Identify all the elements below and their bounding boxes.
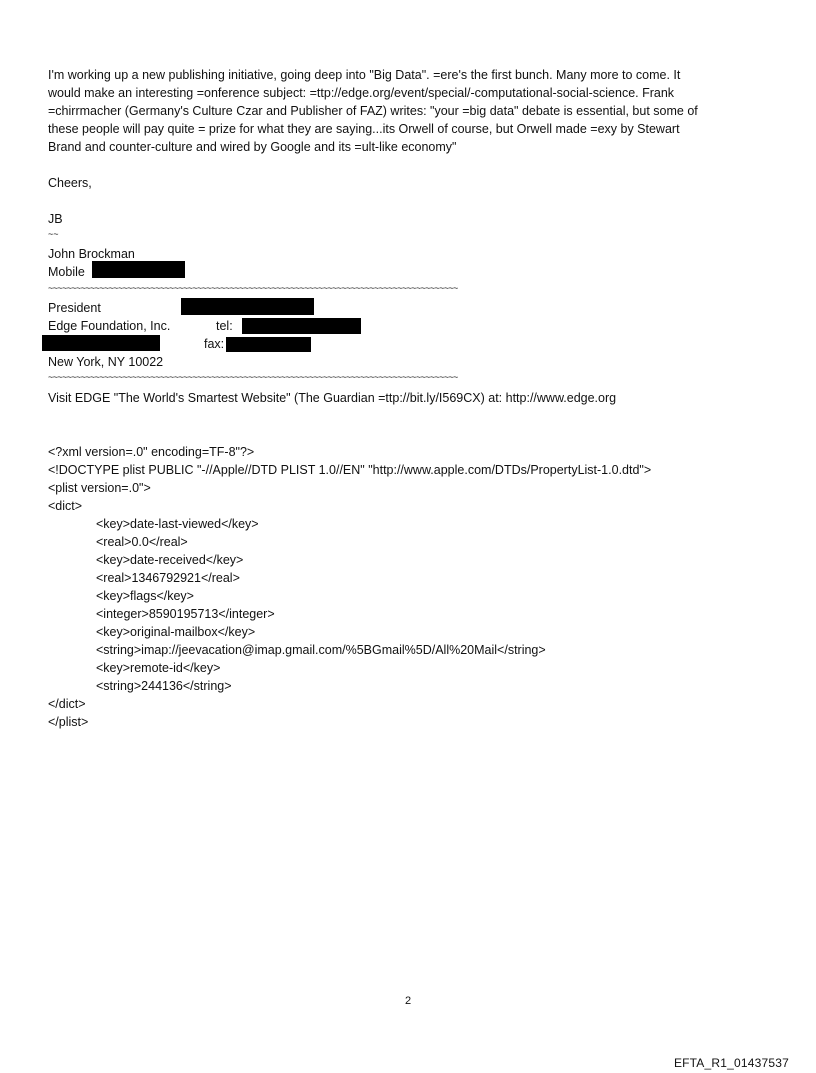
visit-edge-line: Visit EDGE "The World's Smartest Website" (The Guardian =ttp://bit.ly/I569CX) at: http://www.edge.org	[48, 391, 617, 405]
plist-close-tag: </plist>	[48, 715, 89, 729]
bates-number: EFTA_R1_01437537	[673, 1056, 789, 1070]
page-number: 2	[404, 995, 412, 1007]
plist-entry: <string>244136</string>	[96, 679, 232, 693]
sender-title: President	[48, 301, 101, 315]
organization-name: Edge Foundation, Inc.	[48, 319, 171, 333]
redaction-box	[92, 261, 185, 278]
plist-entry: <real>1346792921</real>	[96, 571, 240, 585]
tel-label: tel:	[216, 319, 233, 333]
sender-initials: JB	[48, 212, 63, 226]
closing-text: Cheers,	[48, 176, 92, 190]
plist-entry: <integer>8590195713</integer>	[96, 607, 275, 621]
body-line: =chirrmacher (Germany's Culture Czar and Publisher of FAZ) writes: "your =big data" debate is essential, but some of	[48, 104, 698, 118]
body-line: I'm working up a new publishing initiative, going deep into "Big Data". =ere's the first bunch. Many more to come. It	[48, 68, 681, 82]
redaction-box	[181, 298, 314, 315]
fax-label: fax:	[204, 337, 225, 351]
redaction-box	[42, 335, 160, 351]
plist-entry: <string>imap://jeevacation@imap.gmail.com/%5BGmail%5D/All%20Mail</string>	[96, 643, 546, 657]
plist-entry: <key>date-received</key>	[96, 553, 244, 567]
tilde-divider: ~~~~~~~~~~~~~~~~~~~~~~~~~~~~~~~~~~~~~~~~~~~~~~~~~~~~~~~~~~~~~~~~~~~~~~~~~~~~~~~~~~~~~~~~	[48, 372, 458, 382]
plist-entry: <real>0.0</real>	[96, 535, 188, 549]
email-body-paragraph	[48, 66, 758, 156]
short-tilde: ~~	[48, 229, 59, 239]
xml-declaration: <?xml version=.0" encoding=TF-8"?>	[48, 445, 255, 459]
mobile-label: Mobile	[48, 265, 85, 279]
body-line: these people will pay quite = prize for what they are saying...its Orwell of course, but Orwell made =exy by Stewart	[48, 122, 680, 136]
body-line: Brand and counter-culture and wired by Google and its =ult-like economy"	[48, 140, 457, 154]
tilde-divider: ~~~~~~~~~~~~~~~~~~~~~~~~~~~~~~~~~~~~~~~~~~~~~~~~~~~~~~~~~~~~~~~~~~~~~~~~~~~~~~~~~~~~~~~~	[48, 283, 458, 293]
body-line: would make an interesting =onference subject: =ttp://edge.org/event/special/-computational-social-science. Frank	[48, 86, 675, 100]
plist-open-tag: <plist version=.0">	[48, 481, 151, 495]
plist-entry: <key>flags</key>	[96, 589, 194, 603]
sender-name: John Brockman	[48, 247, 135, 261]
xml-doctype: <!DOCTYPE plist PUBLIC "-//Apple//DTD PLIST 1.0//EN" "http://www.apple.com/DTDs/PropertyList-1.0.dtd">	[48, 463, 652, 477]
redaction-box	[242, 318, 361, 334]
dict-close-tag: </dict>	[48, 697, 86, 711]
plist-entry: <key>remote-id</key>	[96, 661, 221, 675]
dict-open-tag: <dict>	[48, 499, 83, 513]
redaction-box	[226, 337, 311, 352]
plist-entry: <key>original-mailbox</key>	[96, 625, 256, 639]
plist-entry: <key>date-last-viewed</key>	[96, 517, 259, 531]
city-address: New York, NY 10022	[48, 355, 164, 369]
